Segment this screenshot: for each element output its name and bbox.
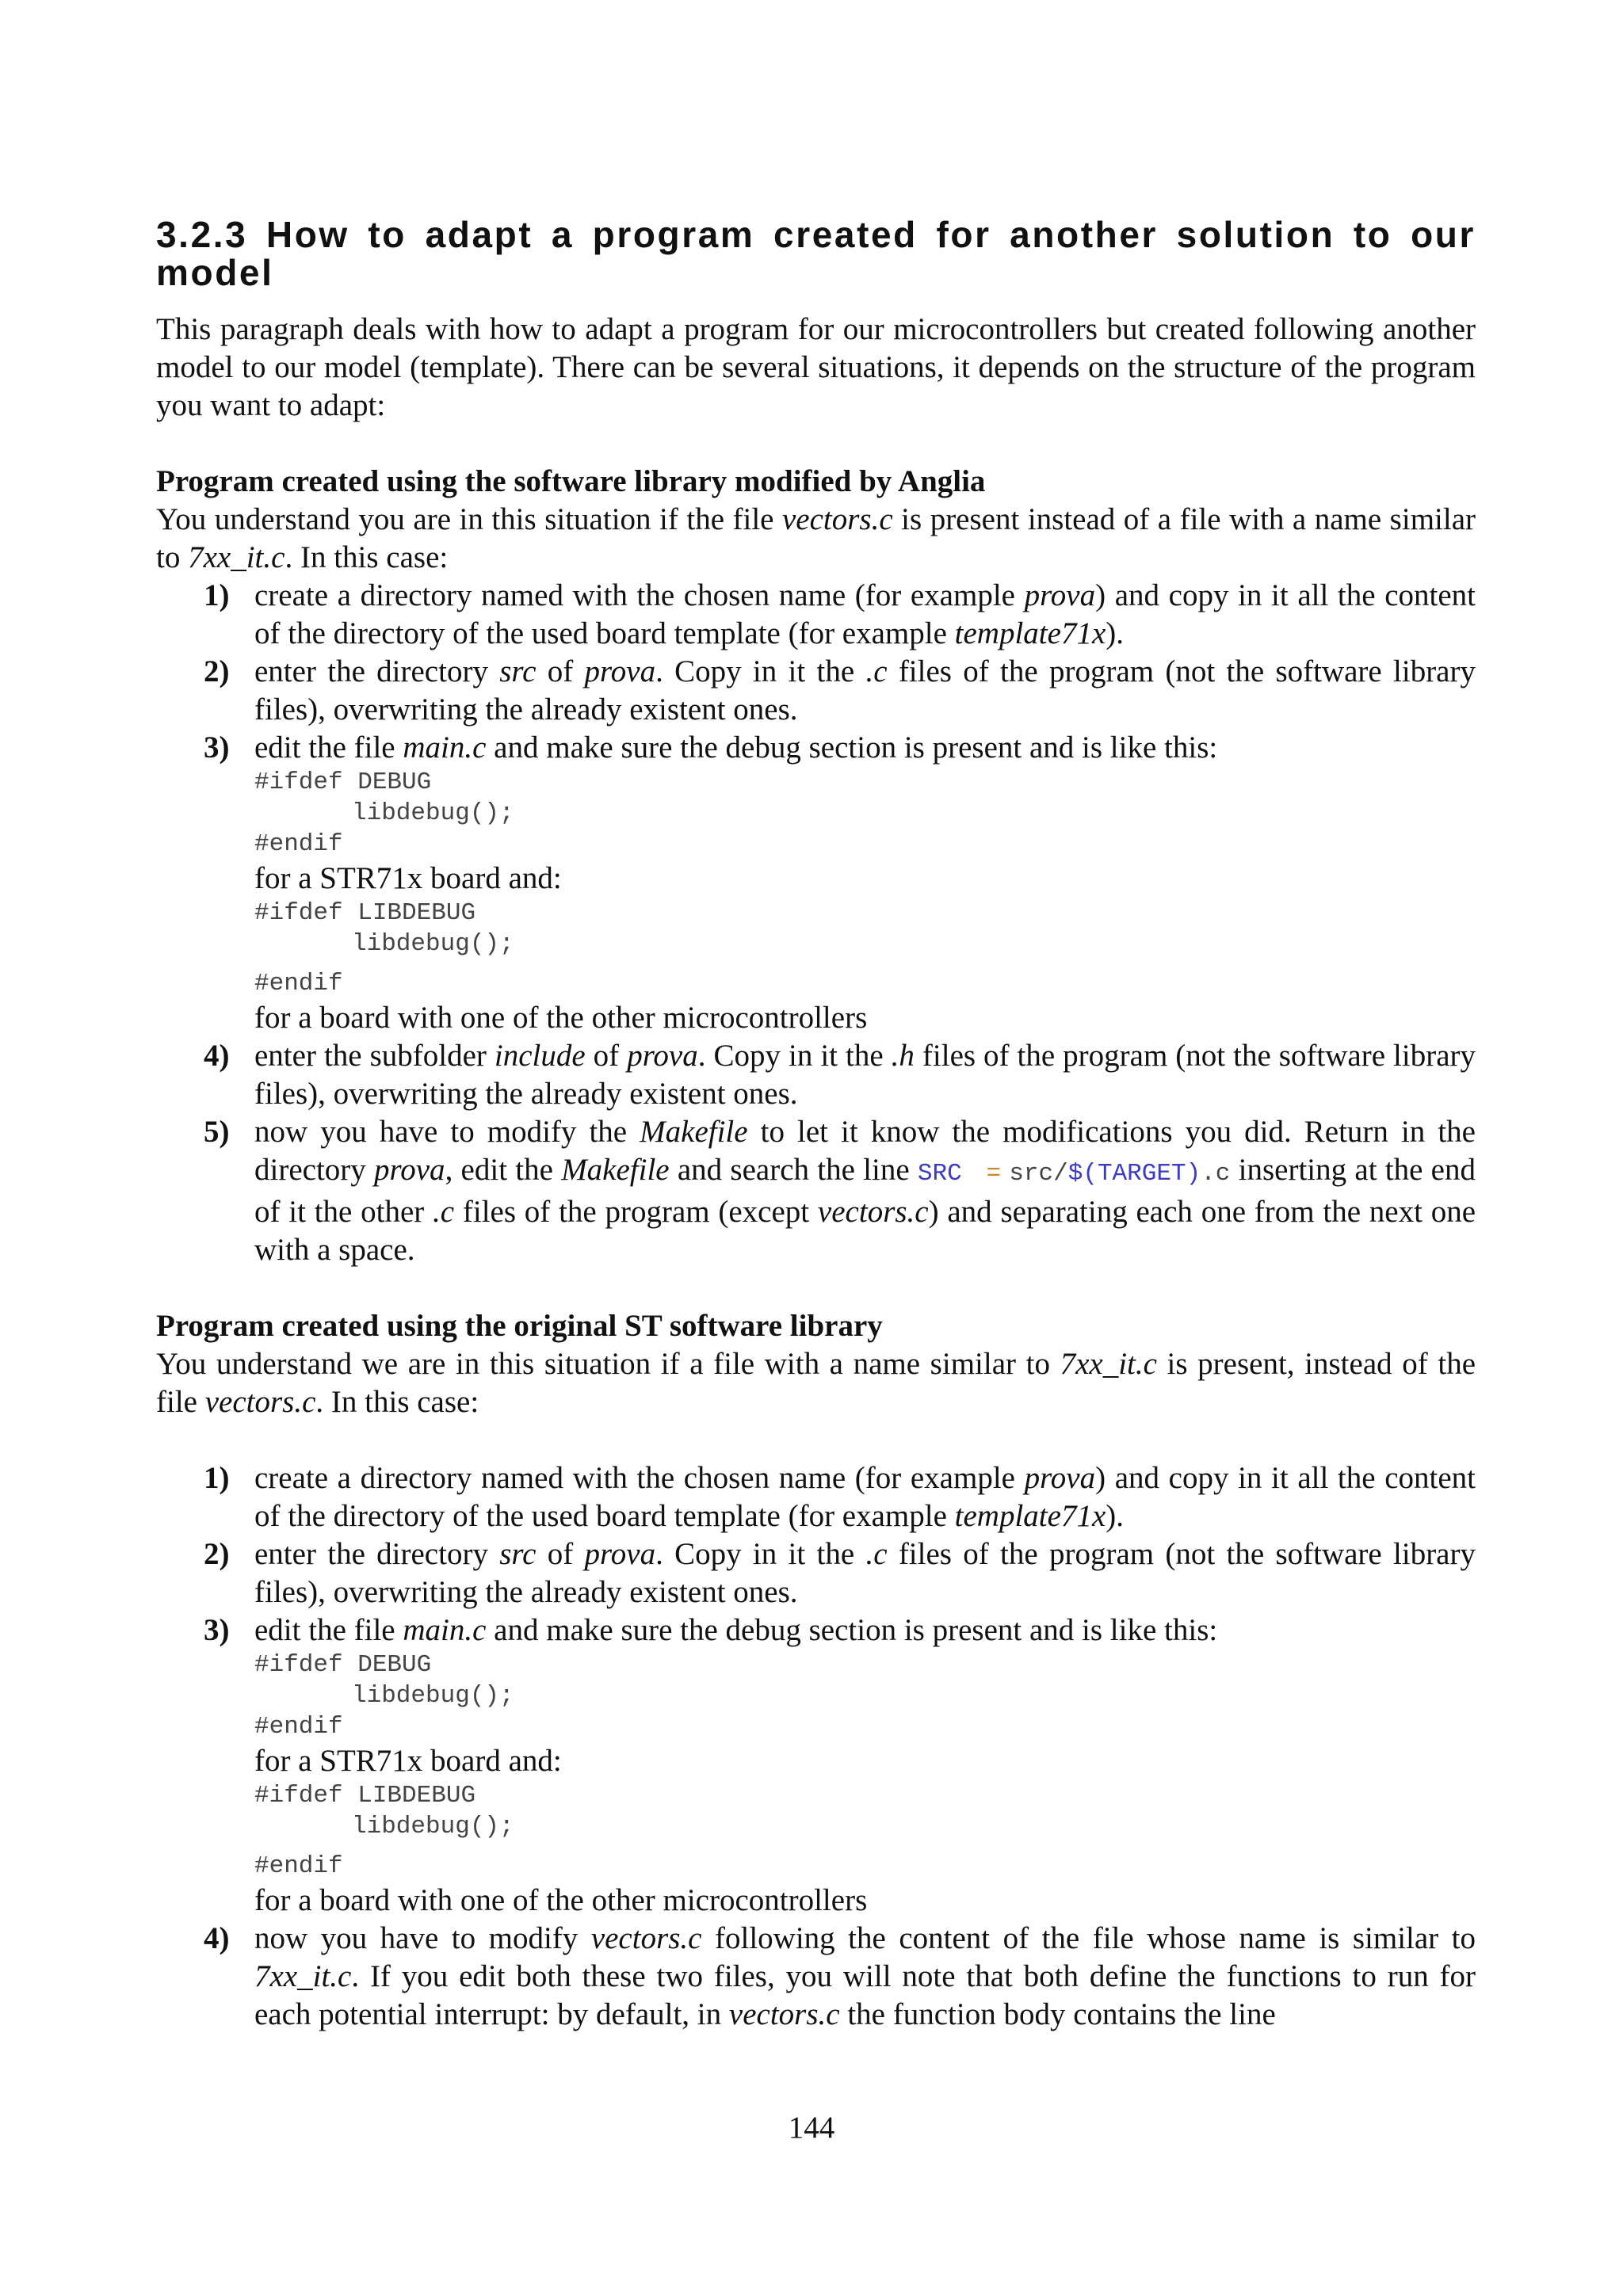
anglia-subheading: Program created using the software library modified by Anglia (156, 464, 986, 498)
list-item: 5) now you have to modify the Makefile to let it know the modifications you did. Return in the directory prova, edit the Makefile and search the line SRC = src/$(TARGET).c inserting at the end of it the other .c files of the program (except vectors.c) and separating each one from the next one with a space. (204, 1115, 1476, 1267)
intro-paragraph: This paragraph deals with how to adapt a program for our microcontrollers but created following another model to our model (template). There can be several situations, it depends on the structure of the program you want to adapt: (156, 312, 1476, 422)
st-section (156, 1307, 1476, 2034)
list-item: 3) edit the file main.c and make sure the debug section is present and is like this: #ifdef DEBUG libdebug(); #endif for a STR71x board and: #ifdef LIBDEBUG libdebug(); #endif for a board with one of the other microcontrollers (156, 1611, 1476, 1920)
st-intro: You understand we are in this situation if a file with a name similar to 7xx_it.c is present, instead of the file vectors.c. In this case: (156, 1347, 1476, 1419)
list-item: 2) enter the directory src of prova. Copy in it the .c files of the program (not the software library files), overwriting the already existent ones. (204, 1537, 1476, 1609)
page-number: 144 (788, 2111, 835, 2145)
section-heading: 3.2.3 How to adapt a program created for another solution to our model (156, 214, 1476, 293)
anglia-intro: You understand you are in this situation if the file vectors.c is present instead of a file with a name similar to 7xx_it.c. In this case: (156, 502, 1476, 574)
anglia-steps (156, 577, 1476, 1269)
st-subheading: Program created using the original ST software library (156, 1309, 883, 1343)
list-item: 1) create a directory named with the chosen name (for example prova) and copy in it all the content of the directory of the used board template (for example template71x). (204, 578, 1476, 650)
list-item: 2) enter the directory src of prova. Copy in it the .c files of the program (not the software library files), overwriting the already existent ones. (204, 654, 1476, 727)
makefile-src-keyword: SRC (917, 1160, 962, 1188)
code-block-debug: #ifdef DEBUG libdebug(); #endif (254, 1651, 514, 1741)
code-block-libdebug: #ifdef LIBDEBUG libdebug(); #endif (254, 899, 514, 997)
list-item: 4) enter the subfolder include of prova. Copy in it the .h files of the program (not the software library files), overwriting the already existent ones. (204, 1039, 1476, 1111)
code-block-debug: #ifdef DEBUG libdebug(); #endif (254, 769, 514, 858)
anglia-section (156, 463, 1476, 1269)
list-item: 1) create a directory named with the chosen name (for example prova) and copy in it all the content of the directory of the used board template (for example template71x). (204, 1461, 1476, 1533)
list-item: 4) now you have to modify vectors.c following the content of the file whose name is similar to 7xx_it.c. If you edit both these two files, you will note that both define the functions to run for each potential interrupt: by default, in vectors.c the function body contains the line (204, 1921, 1476, 2031)
list-item: 3) edit the file main.c and make sure the debug section is present and is like this: #ifdef DEBUG libdebug(); #endif for a STR71x board and: #ifdef LIBDEBUG libdebug(); #endif for a board with one of the other microcontrollers (156, 729, 1476, 1037)
code-block-libdebug: #ifdef LIBDEBUG libdebug(); #endif (254, 1782, 514, 1880)
st-steps (156, 1459, 1476, 2034)
page-content (156, 215, 1476, 2034)
